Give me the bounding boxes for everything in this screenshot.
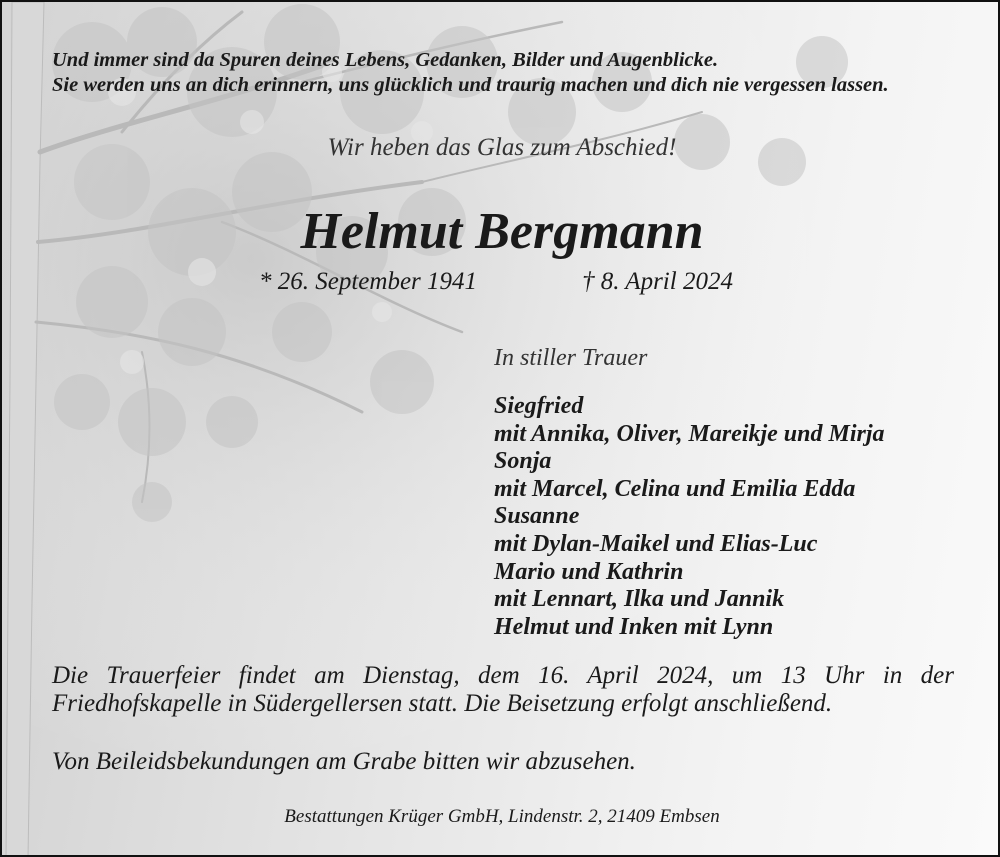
mourner-entry: mit Dylan-Maikel und Elias-Luc xyxy=(494,530,818,557)
mourner-entry: mit Annika, Oliver, Mareikje und Mirja xyxy=(494,420,885,447)
mourners-list xyxy=(494,393,885,641)
death-date: † 8. April 2024 xyxy=(582,268,733,295)
undertaker-info: Bestattungen Krüger GmbH, Lindenstr. 2, 21409 Embsen xyxy=(284,806,720,827)
mourner-entry: Siegfried xyxy=(494,393,584,419)
mourner-entry: mit Lennart, Ilka und Jannik xyxy=(494,586,785,613)
quote-line-2: Sie werden uns an dich erinnern, uns glücklich und traurig machen und dich nie vergessen lassen. xyxy=(52,74,889,96)
deceased-name: Helmut Bergmann xyxy=(300,203,704,260)
mourner-entry: Sonja xyxy=(494,448,552,475)
mourner-entry: mit Marcel, Celina und Emilia Edda xyxy=(494,475,856,502)
mourner-entry: Susanne xyxy=(494,503,580,530)
ceremony-line-1: Die Trauerfeier findet am Dienstag, dem 16. April 2024, um 13 Uhr in der xyxy=(52,662,954,689)
memorial-quote xyxy=(52,48,962,98)
mourner-entry: Mario und Kathrin xyxy=(494,558,684,585)
farewell-toast: Wir heben das Glas zum Abschied! xyxy=(327,134,677,161)
birth-date: * 26. September 1941 xyxy=(259,268,478,295)
condolences-note: Von Beileidsbekundungen am Grabe bitten wir abzusehen. xyxy=(52,748,636,775)
quote-line-1: Und immer sind da Spuren deines Lebens, Gedanken, Bilder und Augenblicke. xyxy=(52,49,719,71)
ceremony-line-2: Friedhofskapelle in Südergellersen statt. Die Beisetzung erfolgt anschließend. xyxy=(52,690,833,717)
mourner-entry: Helmut und Inken mit Lynn xyxy=(494,613,774,640)
mourning-heading: In stiller Trauer xyxy=(494,345,648,371)
funeral-ceremony-info xyxy=(52,662,954,718)
